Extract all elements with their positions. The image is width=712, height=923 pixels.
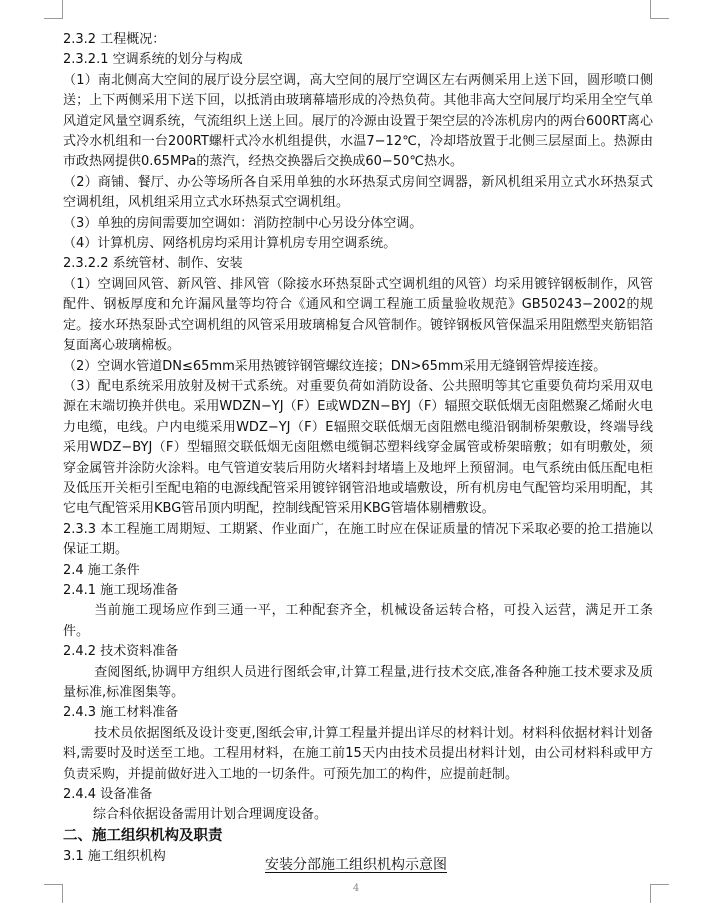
paragraph: 2.4.2 技术资料准备 [63,644,179,660]
crop-mark-top-right [650,0,669,19]
paragraph: （1）空调回风管、新风管、排风管（除接水环热泵卧式空调机组的风管）均采用镀锌钢板制作，风管配件、钢板厚度和允许漏风量等均符合《通风和空调工程施工质量验收规范》GB50243−2002的规定。接水环热泵卧式空调机组的风管采用玻璃棉复合风管制作。镀锌钢板风管保温采用阻燃型夹筋铝箔复面离心玻璃棉板。 [63,276,653,354]
diagram-caption [0,854,712,874]
paragraph: 2.4 施工条件 [63,562,140,578]
paragraph: （3）单独的房间需要加空调如：消防控制中心另设分体空调。 [63,215,423,231]
crop-mark-top-left [44,0,63,19]
paragraph: 2.4.4 设备准备 [63,787,153,803]
paragraph: 2.3.3 本工程施工周期短、工期紧、作业面广，在施工时应在保证质量的情况下采取必要的抢工措施以保证工期。 [63,521,653,558]
page-number: 4 [352,883,360,894]
paragraph: 3.1 施工组织机构 [63,848,166,864]
diagram-caption-text: 安装分部施工组织机构示意图 [265,857,447,873]
section-heading: 二、施工组织机构及职责 [63,827,223,844]
paragraph: 2.4.1 施工现场准备 [63,582,179,598]
paragraph: 综合科依据设备需用计划合理调度设备。 [93,807,328,823]
paragraph: （1）南北侧高大空间的展厅设分层空调，高大空间的展厅空调区左右两侧采用上送下回，圆形喷口侧送；上下两侧采用下送下回，以抵消由玻璃幕墙形成的冷热负荷。其他非高大空间展厅均采用全空气单风道定风量空调系统，气流组织上送上回。展厅的冷源由设置于架空层的冷冻机房内的两台600RT离心式冷水机组和一台200RT螺杆式冷水机组提供，水温7−12℃，冷却塔放置于北侧三层屋面上。热源由市政热网提供0.65MPa的蒸汽，经热交换器后交换成60−50℃热水。 [63,72,653,170]
paragraph: 查阅图纸,协调甲方组织人员进行图纸会审,计算工程量,进行技术交底,准备各种施工技术要求及质量标准,标准图集等。 [63,664,653,700]
paragraph: 当前施工现场应作到三通一平，工种配套齐全，机械设备运转合格，可投入运营，满足开工条件。 [63,603,653,639]
paragraph: 2.3.2.2 系统管材、制作、安装 [63,256,243,272]
paragraph: （3）配电系统采用放射及树干式系统。对重要负荷如消防设备、公共照明等其它重要负荷均采用双电源在末端切换并供电。采用WDZN−YJ（F）E或WDZN−BYJ（F）辐照交联低烟无卤阻燃聚乙烯耐火电力电缆，电线。户内电缆采用WDZ−YJ（F）E辐照交联低烟无卤阻燃电缆沿钢制桥架敷设，终端导线采用WDZ−BYJ（F）型辐照交联低烟无卤阻燃电缆铜芯塑料线穿金属管或桥架暗敷；如有明敷处，须穿金属管并涂防火涂料。电气管道安装后用防火堵料封堵墙上及地坪上预留洞。电气系统由低压配电柜及低压开关柜引至配电箱的电源线配管采用镀锌钢管沿地或墙敷设，所有机房电气配管均采用明配，其它电气配管采用KBG管吊顶内明配，控制线配管采用KBG管墙体剔槽敷设。 [63,378,653,517]
paragraph: （4）计算机房、网络机房均采用计算机房专用空调系统。 [63,236,397,252]
paragraph: 2.3.2.1 空调系统的划分与构成 [63,52,243,68]
paragraph: （2）空调水管道DN≤65mm采用热镀锌钢管螺纹连接；DN>65mm采用无缝钢管焊接连接。 [63,358,607,374]
paragraph: 2.3.2 工程概况： [63,32,166,47]
paragraph: （2）商铺、餐厅、办公等场所各自采用单独的水环热泵式房间空调器，新风机组采用立式水环热泵式空调机组，风机组采用立式水环热泵式空调机组。 [63,174,653,211]
paragraph: 2.4.3 施工材料准备 [63,705,179,721]
document-body [63,30,653,867]
paragraph: 技术员依据图纸及设计变更,图纸会审,计算工程量并提出详尽的材料计划。材料科依据材料计划备料,需要时及时送至工地。工程用材料，在施工前15天内由技术员提出材料计划，由公司材料科或甲方负责采购，并提前做好进入工地的一切条件。可预先加工的构件，应提前赶制。 [63,725,653,782]
